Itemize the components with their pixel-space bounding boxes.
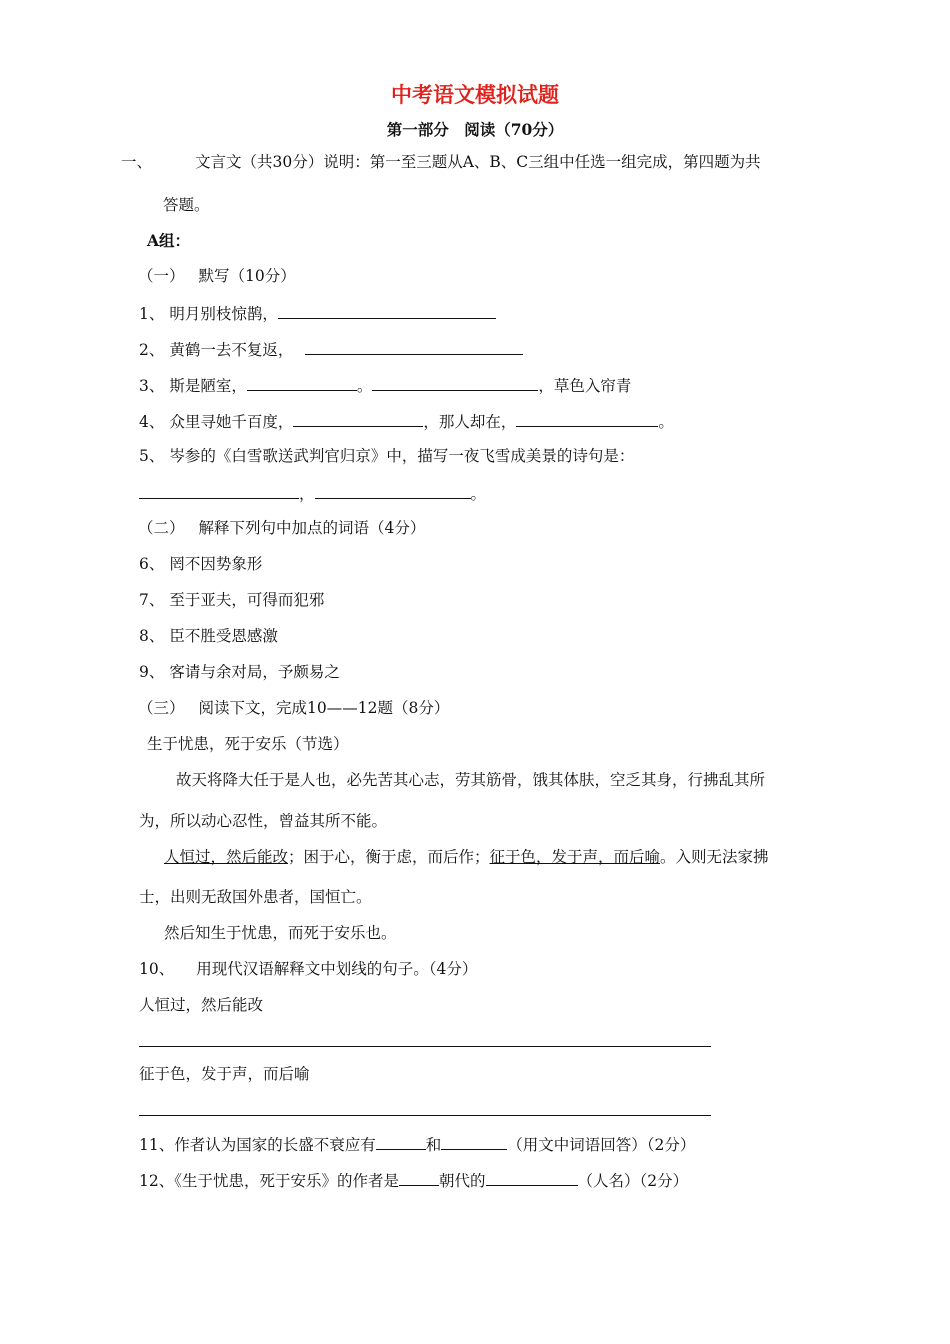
section-number: 一、 bbox=[121, 153, 153, 171]
question-item: 9、 客请与余对局，予颇易之 bbox=[139, 663, 340, 681]
subsection-heading bbox=[138, 518, 425, 538]
question-item: 6、 罔不因势象形 bbox=[139, 555, 263, 573]
answer-blank[interactable] bbox=[247, 374, 357, 391]
subsection-label: （一） bbox=[138, 267, 185, 285]
answer-blank[interactable] bbox=[293, 410, 423, 427]
underlined-sentence: 征于色，发于声，而后喻 bbox=[489, 848, 661, 866]
answer-line-row: ， 。 bbox=[139, 482, 486, 504]
passage-title: 生于忧患，死于安乐（节选） bbox=[147, 735, 349, 753]
target-sentence: 征于色，发于声，而后喻 bbox=[139, 1065, 310, 1083]
passage-paragraph: 然后知生于忧患，而死于安乐也。 bbox=[164, 924, 397, 942]
passage-paragraph: 人恒过，然后能改；困于心，衡于虑，而后作；征于色，发于声，而后喻。入则无法家拂 bbox=[164, 848, 769, 866]
passage-paragraph-cont: 士，出则无敌国外患者，国恒亡。 bbox=[139, 888, 372, 906]
section-intro-cont: 答题。 bbox=[163, 196, 210, 214]
question-item: 4、 众里寻她千百度， ，那人却在， 。 bbox=[139, 410, 674, 432]
question-item: 8、 臣不胜受恩感激 bbox=[139, 627, 278, 645]
question-item: 7、 至于亚夫，可得而犯邪 bbox=[139, 591, 325, 609]
page-title: 中考语文模拟试题 bbox=[391, 83, 559, 107]
group-heading: A组： bbox=[147, 231, 191, 250]
question-item: 3、 斯是陋室， 。 ，草色入帘青 bbox=[139, 374, 631, 396]
subsection-label: （二） bbox=[138, 519, 185, 537]
section-intro: 文言文（共30分）说明：第一至三题从A、B、C三组中任选一组完成，第四题为共 bbox=[195, 153, 761, 171]
question-item: 1、 明月别枝惊鹊， bbox=[139, 302, 496, 324]
question-item: 10、 用现代汉语解释文中划线的句子。（4分） bbox=[139, 960, 478, 978]
subsection-title: 默写（10分） bbox=[198, 267, 296, 285]
answer-blank[interactable] bbox=[372, 374, 538, 391]
answer-blank[interactable] bbox=[376, 1133, 426, 1150]
answer-blank[interactable] bbox=[278, 302, 496, 319]
answer-blank[interactable] bbox=[139, 482, 299, 499]
subsection-heading bbox=[138, 698, 449, 718]
target-sentence: 人恒过，然后能改 bbox=[139, 996, 264, 1014]
question-item: 5、 岑参的《白雪歌送武判官归京》中，描写一夜飞雪成美景的诗句是： bbox=[139, 447, 635, 465]
answer-blank[interactable] bbox=[315, 482, 471, 499]
subsection-title: 解释下列句中加点的词语（4分） bbox=[198, 519, 426, 537]
answer-blank[interactable] bbox=[441, 1133, 507, 1150]
passage-paragraph: 故天将降大任于是人也，必先苦其心志，劳其筋骨，饿其体肤，空乏其身，行拂乱其所 bbox=[176, 771, 766, 789]
part-title: 第一部分 阅读（70分） bbox=[386, 120, 564, 139]
answer-blank[interactable] bbox=[399, 1169, 439, 1186]
answer-blank[interactable] bbox=[486, 1169, 578, 1186]
passage-paragraph-cont: 为，所以动心忍性，曾益其所不能。 bbox=[139, 812, 388, 830]
subsection-label: （三） bbox=[138, 699, 185, 717]
question-item: 12、《生于忧患，死于安乐》的作者是 朝代的 （人名）（2分） bbox=[139, 1169, 688, 1191]
underlined-sentence: 人恒过，然后能改 bbox=[164, 848, 289, 866]
subsection-title: 阅读下文，完成10——12题（8分） bbox=[198, 699, 450, 717]
answer-blank[interactable] bbox=[516, 410, 658, 427]
answer-blank[interactable] bbox=[305, 338, 523, 355]
answer-line[interactable] bbox=[139, 1046, 711, 1047]
answer-line[interactable] bbox=[139, 1115, 711, 1116]
question-item: 2、 黄鹤一去不复返， bbox=[139, 338, 523, 360]
subsection-heading bbox=[138, 266, 296, 286]
question-item: 11、作者认为国家的长盛不衰应有 和 （用文中词语回答）（2分） bbox=[139, 1133, 695, 1155]
